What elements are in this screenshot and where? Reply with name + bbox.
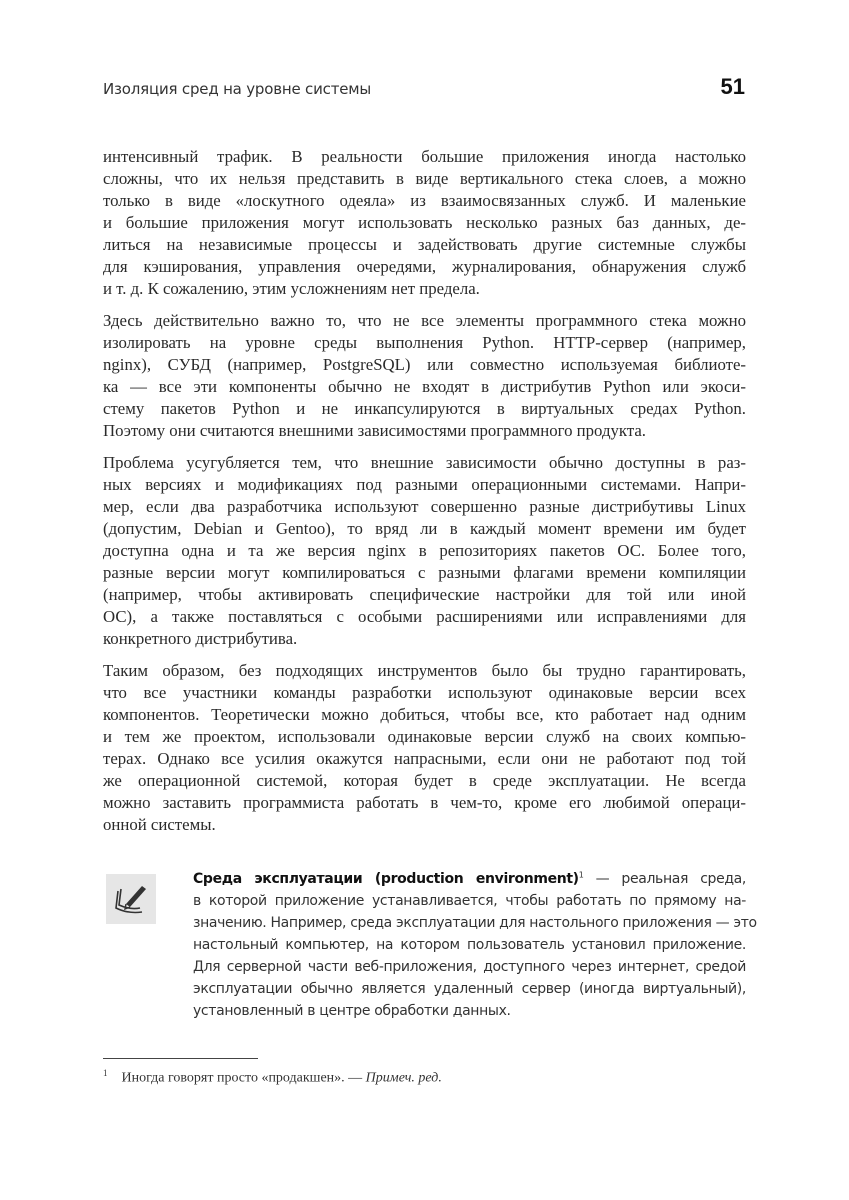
text-line: изолировать на уровне среды выполнения Python. HTTP-сервер (например, (103, 333, 746, 352)
text-line: же операционной системой, которая будет в среде эксплуатации. Не всегда (103, 771, 746, 790)
paragraph (103, 310, 746, 442)
text-line: ка — все эти компоненты обычно не входят в дистрибутив Python или экоси- (103, 377, 746, 396)
paragraph (103, 660, 746, 836)
footnote-mark: 1 (103, 1068, 108, 1078)
paragraph (103, 146, 746, 300)
note-line (193, 868, 746, 890)
footnote (103, 1068, 442, 1087)
text-line: Таким образом, без подходящих инструментов было бы трудно гарантировать, (103, 661, 746, 680)
text-line: и тем же проектом, использовали одинаковые версии служб на своих компью- (103, 727, 746, 746)
footnote-ref: 1 (578, 870, 584, 880)
text-line: конкретного дистрибутива. (103, 629, 298, 648)
text-line: Поэтому они считаются внешними зависимостями программного продукта. (103, 421, 646, 440)
text-line: Проблема усугубляется тем, что внешние зависимости обычно доступны в раз- (103, 453, 746, 472)
text-line: можно заставить программиста работать в чем-то, кроме его любимой операци- (103, 793, 746, 812)
note-pen-icon (106, 874, 156, 924)
note-line: настольный компьютер, на котором пользователь установил приложение. (193, 937, 746, 953)
note-line: Для серверной части веб-приложения, доступного через интернет, средой (193, 959, 746, 975)
text-line: компонентов. Теоретически можно добиться, чтобы все, кто работает над одним (103, 705, 746, 724)
text-line: стему пакетов Python и не инкапсулируются в виртуальных средах Python. (103, 399, 746, 418)
note-line: эксплуатации обычно является удаленный сервер (иногда виртуальный), (193, 981, 746, 997)
text-line: доступна одна и та же версия nginx в репозиториях пакетов ОС. Более того, (103, 541, 746, 560)
note-line: значению. Например, среда эксплуатации для настольного приложения — это (193, 915, 757, 931)
text-line: онной системы. (103, 815, 216, 834)
text-line: ных версиях и модификациях под разными операционными системами. Напри- (103, 475, 746, 494)
text-line: и т. д. К сожалению, этим усложнениям нет предела. (103, 279, 480, 298)
text-line: ОС), а также поставляться с особыми расширениями или исправлениями для (103, 607, 746, 626)
footnote-divider (103, 1058, 258, 1059)
note-box (103, 868, 757, 1028)
footnote-source: Примеч. ред. (365, 1070, 442, 1086)
text-line: сложны, что их нельзя представить в виде вертикального стека слоев, а можно (103, 169, 746, 188)
body-text (103, 146, 746, 846)
text-line: интенсивный трафик. В реальности большие приложения иногда настолько (103, 147, 746, 166)
text-line: для кэширования, управления очередями, журналирования, обнаружения служб (103, 257, 746, 276)
note-text (193, 868, 757, 1022)
text-line: разные версии могут компилироваться с разными флагами времени компиляции (103, 563, 746, 582)
running-header: Изоляция сред на уровне системы (103, 80, 372, 98)
page-number: 51 (720, 74, 745, 99)
text-line: литься на независимые процессы и задействовать другие системные службы (103, 235, 746, 254)
text-line: nginx), СУБД (например, PostgreSQL) или совместно используемая библиоте- (103, 355, 746, 374)
text-line: что все участники команды разработки используют одинаковые версии всех (103, 683, 746, 702)
note-line: в которой приложение устанавливается, чтобы работать по прямому на- (193, 893, 746, 909)
text-line: (допустим, Debian и Gentoo), то вряд ли в каждый момент времени им будет (103, 519, 746, 538)
text-line: только в виде «лоскутного одеяла» из взаимосвязанных служб. И маленькие (103, 191, 746, 210)
text-line: мер, если два разработчика используют совершенно разные дистрибутивы Linux (103, 497, 746, 516)
text-line: (например, чтобы активировать специфические настройки для той или иной (103, 585, 746, 604)
note-line: установленный в центре обработки данных. (193, 1003, 511, 1019)
note-line-text: — реальная среда, (583, 871, 746, 887)
paragraph (103, 452, 746, 650)
text-line: Здесь действительно важно то, что не все элементы программного стека можно (103, 311, 746, 330)
footnote-text: Иногда говорят просто «продакшен». — (121, 1070, 366, 1086)
text-line: терах. Однако все усилия окажутся напрасными, если они не работают под той (103, 749, 746, 768)
text-line: и большие приложения могут использовать несколько разных баз данных, де- (103, 213, 746, 232)
note-term: Среда эксплуатации (production environment) (193, 871, 579, 887)
